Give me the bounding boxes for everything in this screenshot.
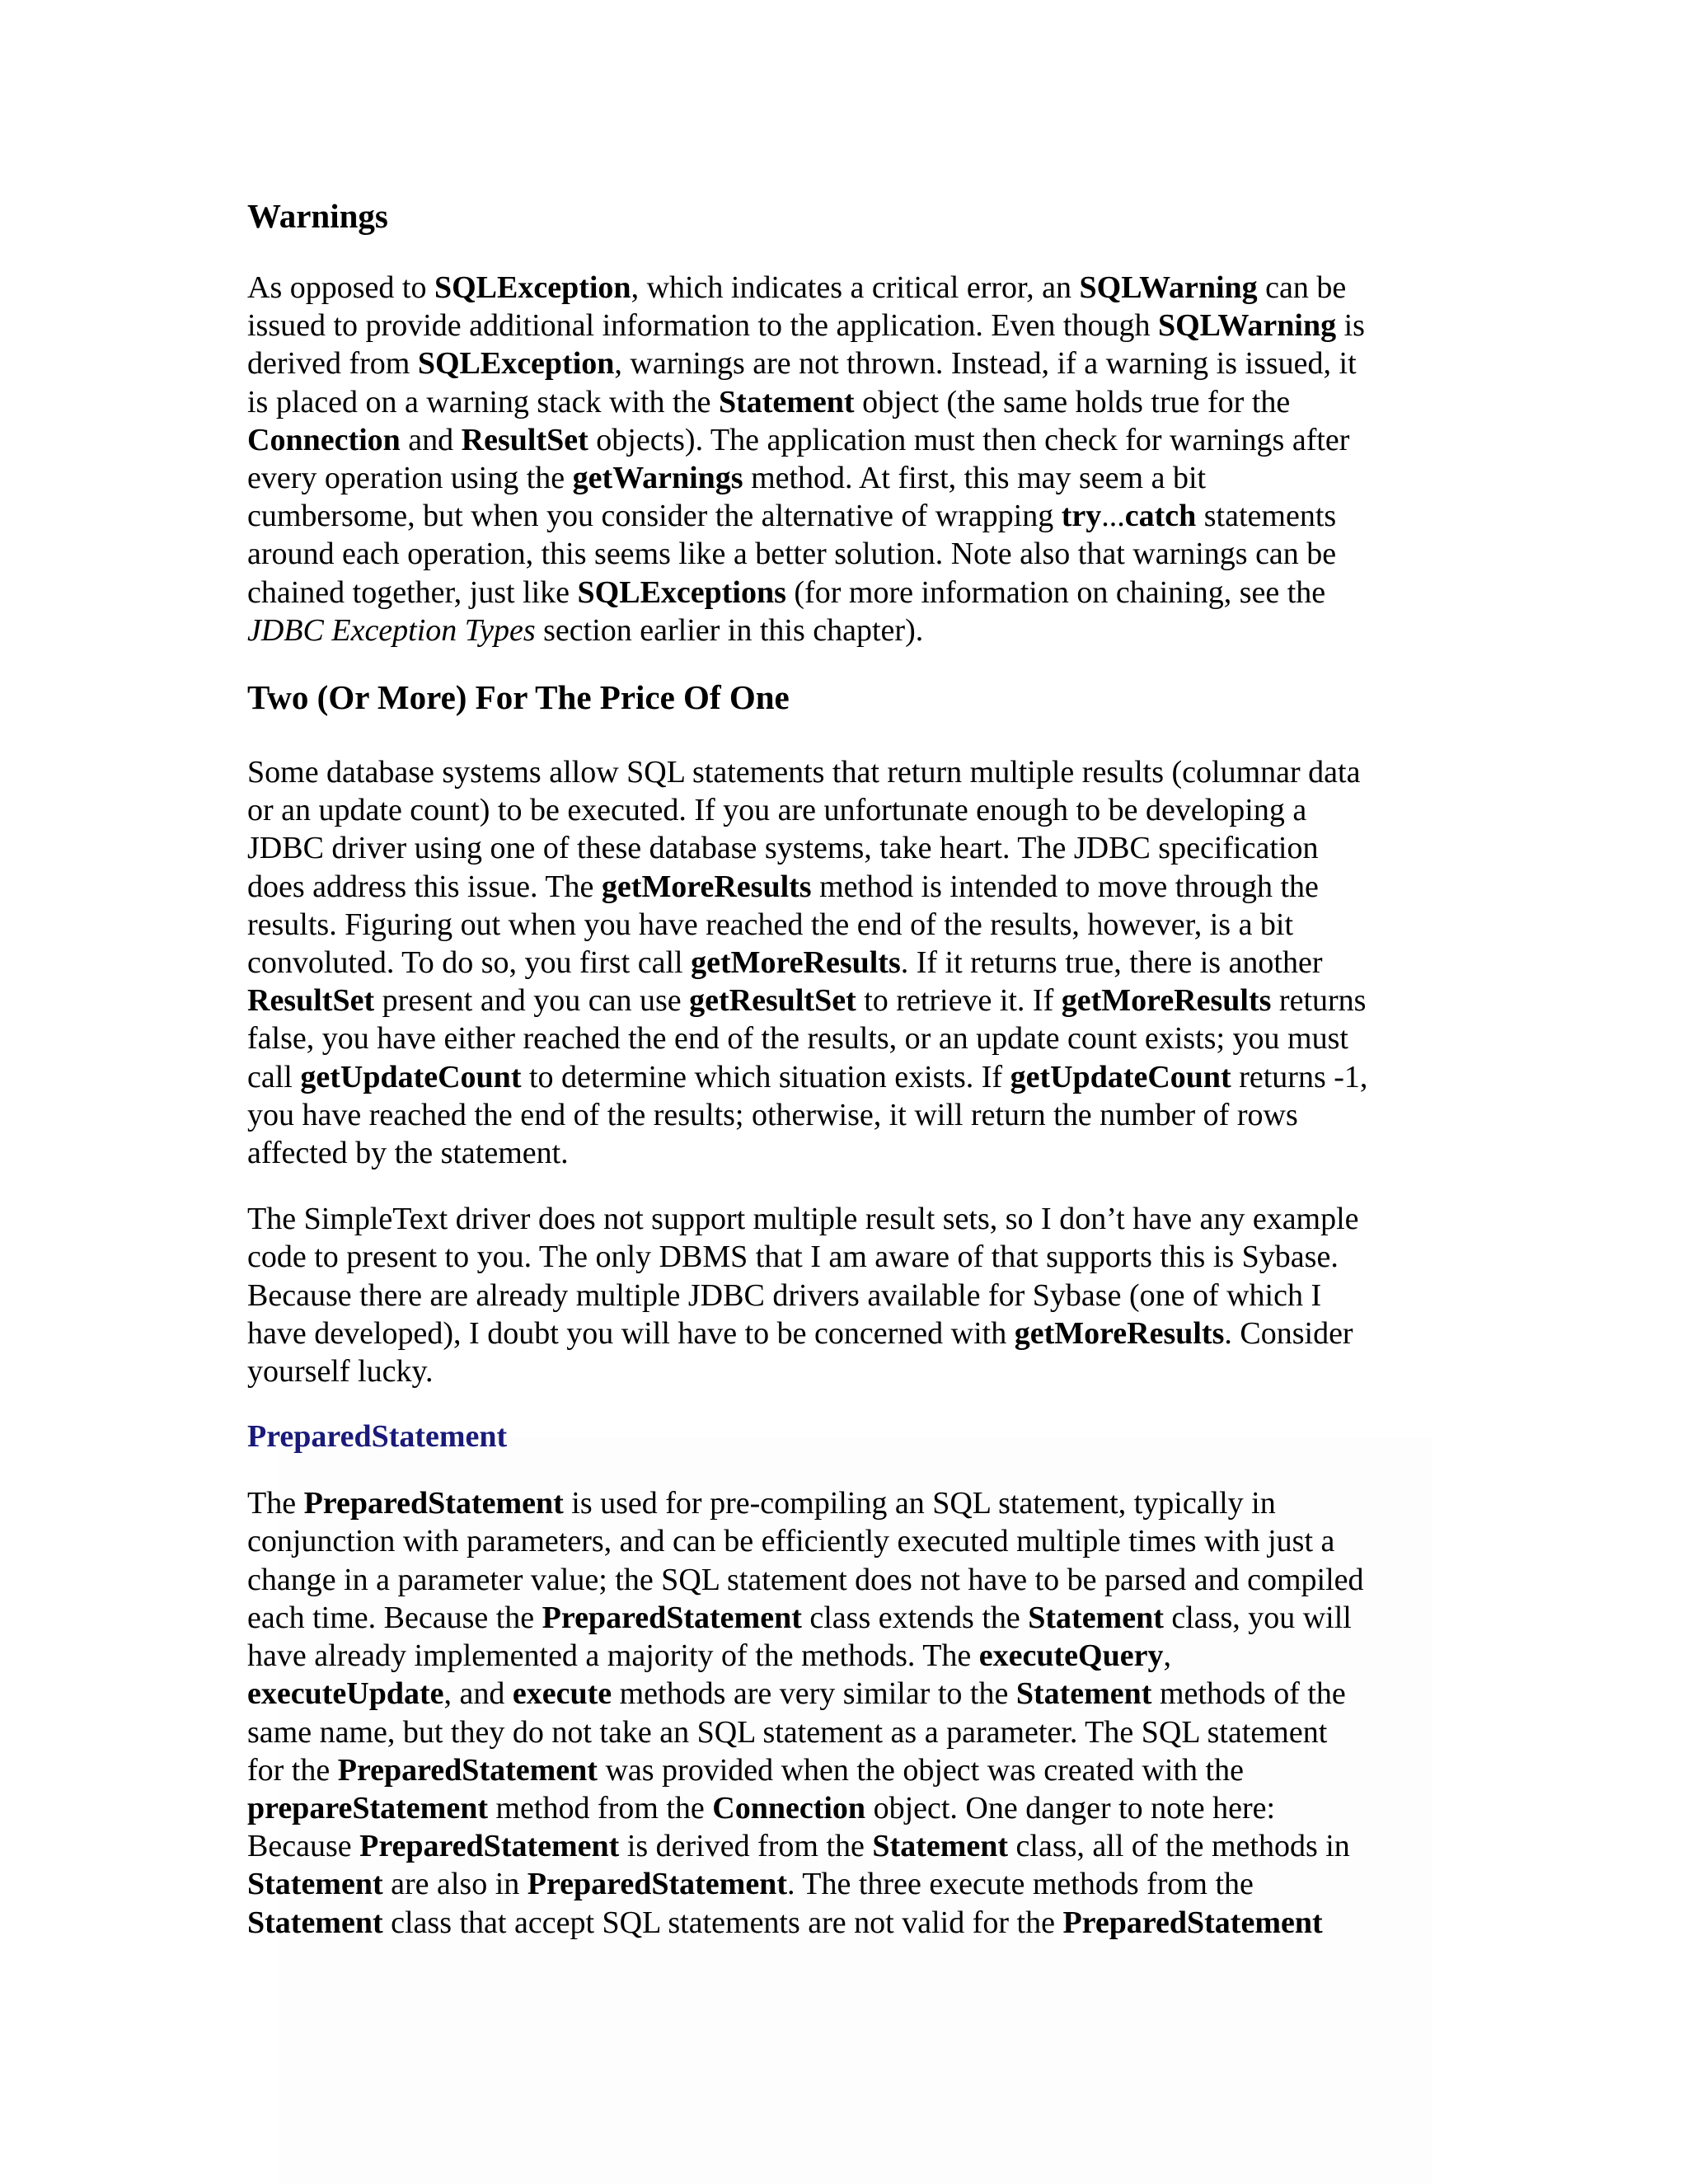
text-run: change in a parameter value; the SQL statement does not have to be parsed and compiled: [247, 1562, 1364, 1597]
code-term: SQLWarning: [1079, 270, 1258, 305]
paragraph: [247, 753, 1442, 1172]
text-run: conjunction with parameters, and can be efficiently executed multiple times with just a: [247, 1524, 1335, 1559]
page-content: [247, 196, 1442, 1942]
text-run: chained together, just like: [247, 574, 578, 610]
text-run: around each operation, this seems like a better solution. Note also that warnings can be: [247, 537, 1337, 572]
text-run: Because there are already multiple JDBC drivers available for Sybase (one of which I: [247, 1277, 1322, 1313]
code-term: getResultSet: [689, 983, 856, 1019]
text-run: ,: [1163, 1638, 1171, 1674]
text-run: code to present to you. The only DBMS that I am aware of that supports this is Sybase.: [247, 1240, 1339, 1275]
text-run: . The three execute methods from the: [786, 1867, 1254, 1902]
text-run: does address this issue. The: [247, 869, 602, 904]
text-run: The: [247, 1486, 304, 1521]
emphasis: JDBC Exception Types: [247, 612, 536, 648]
paragraph: [247, 1484, 1442, 1941]
text-line: [247, 1200, 1442, 1238]
code-term: catch: [1124, 499, 1197, 534]
text-run: was provided when the object was created with the: [597, 1752, 1244, 1788]
text-run: , which indicates a critical error, an: [631, 270, 1080, 305]
text-run: is: [1336, 308, 1365, 344]
text-run: object. One danger to note here:: [865, 1790, 1276, 1825]
text-run: to determine which situation exists. If: [521, 1059, 1010, 1094]
text-run: have already implemented a majority of the methods. The: [247, 1638, 979, 1674]
code-term: Statement: [1015, 1676, 1152, 1712]
text-line: [247, 497, 1442, 535]
text-run: class extends the: [801, 1600, 1029, 1635]
text-line: [247, 574, 1442, 612]
code-term: getWarnings: [572, 461, 743, 496]
code-term: executeQuery: [978, 1638, 1164, 1674]
text-line: [247, 982, 1442, 1019]
heading-two-or-more: Two (Or More) For The Price Of One: [247, 678, 790, 717]
code-term: getMoreResults: [1061, 983, 1272, 1019]
text-line: [247, 383, 1442, 421]
text-run: call: [247, 1059, 301, 1094]
text-line: [247, 1904, 1442, 1942]
text-line: [247, 1522, 1442, 1560]
text-run: The SimpleText driver does not support multiple result sets, so I don’t have any example: [247, 1202, 1359, 1237]
text-run: present and you can use: [374, 983, 690, 1019]
text-run: convoluted. To do so, you first call: [247, 945, 692, 981]
text-line: [247, 1315, 1442, 1352]
text-run: class, all of the methods in: [1008, 1829, 1350, 1864]
code-term: Statement: [718, 384, 855, 419]
code-term: PreparedStatement: [303, 1486, 564, 1521]
code-term: Statement: [247, 1905, 383, 1940]
text-line: [247, 612, 1442, 649]
code-term: Statement: [247, 1867, 383, 1902]
code-term: getMoreResults: [1014, 1315, 1225, 1351]
text-run: method is intended to move through the: [811, 869, 1319, 904]
text-run: for the: [247, 1752, 338, 1788]
text-run: method. At first, this may seem a bit: [743, 461, 1207, 496]
code-term: Connection: [247, 422, 401, 457]
text-line: [247, 1865, 1442, 1903]
text-line: [247, 1789, 1442, 1827]
code-term: Statement: [1028, 1600, 1164, 1635]
text-line: [247, 1058, 1442, 1096]
text-run: As opposed to: [247, 270, 434, 305]
text-run: , and: [443, 1676, 513, 1712]
section-warnings: [247, 269, 1442, 649]
text-run: and: [400, 422, 462, 457]
text-run: object (the same holds true for the: [854, 384, 1291, 419]
text-run: methods are very similar to the: [612, 1676, 1016, 1712]
section-preparedstatement: [247, 1484, 1442, 1941]
text-run: Some database systems allow SQL statements that return multiple results (columnar data: [247, 755, 1361, 790]
code-term: Connection: [712, 1790, 866, 1825]
text-run: returns: [1271, 983, 1367, 1019]
code-term: getUpdateCount: [300, 1059, 522, 1094]
text-run: cumbersome, but when you consider the alternative of wrapping: [247, 499, 1062, 534]
text-run: (for more information on chaining, see the: [785, 574, 1326, 610]
text-run: derived from: [247, 346, 418, 382]
code-term: PreparedStatement: [359, 1829, 620, 1864]
text-line: [247, 1751, 1442, 1789]
heading-warnings: Warnings: [247, 197, 388, 235]
text-line: [247, 1096, 1442, 1134]
text-run: each time. Because the: [247, 1600, 542, 1635]
text-line: [247, 1599, 1442, 1637]
code-term: SQLException: [417, 346, 615, 382]
text-run: same name, but they do not take an SQL statement as a parameter. The SQL statement: [247, 1714, 1328, 1750]
text-line: [247, 421, 1442, 459]
text-run: returns -1,: [1231, 1059, 1368, 1094]
code-term: Statement: [872, 1829, 1009, 1864]
text-line: [247, 1827, 1442, 1865]
paragraph: [247, 269, 1442, 649]
text-run: are also in: [382, 1867, 528, 1902]
text-run: method from the: [487, 1790, 713, 1825]
text-run: false, you have either reached the end of the results, or an update count exists; you must: [247, 1021, 1348, 1057]
text-run: is derived from the: [619, 1829, 873, 1864]
code-term: getMoreResults: [601, 869, 812, 904]
paragraph: [247, 1200, 1442, 1390]
text-line: [247, 868, 1442, 906]
text-run: yourself lucky.: [247, 1354, 434, 1390]
text-line: [247, 1019, 1442, 1057]
text-run: . Consider: [1224, 1315, 1353, 1351]
text-line: [247, 753, 1442, 791]
text-run: ...: [1101, 499, 1125, 534]
text-run: have developed), I doubt you will have to be concerned with: [247, 1315, 1015, 1351]
text-line: [247, 1713, 1442, 1751]
text-run: JDBC driver using one of these database systems, take heart. The JDBC specification: [247, 831, 1319, 866]
text-run: Because: [247, 1829, 360, 1864]
text-line: [247, 1352, 1442, 1390]
code-term: try: [1061, 499, 1102, 534]
code-term: prepareStatement: [247, 1790, 488, 1825]
text-line: [247, 1238, 1442, 1276]
code-term: SQLException: [434, 270, 631, 305]
code-term: getUpdateCount: [1010, 1059, 1231, 1094]
text-run: affected by the statement.: [247, 1136, 569, 1171]
text-run: class that accept SQL statements are not valid for the: [382, 1905, 1063, 1940]
text-line: [247, 1675, 1442, 1713]
text-line: [247, 791, 1442, 829]
text-line: [247, 269, 1442, 307]
text-run: issued to provide additional information to the application. Even though: [247, 308, 1158, 344]
text-line: [247, 459, 1442, 497]
text-run: statements: [1196, 499, 1337, 534]
text-line: [247, 535, 1442, 573]
code-term: execute: [512, 1676, 612, 1712]
text-line: [247, 344, 1442, 382]
code-term: getMoreResults: [691, 945, 901, 981]
text-line: [247, 1561, 1442, 1599]
code-term: SQLExceptions: [577, 574, 786, 610]
code-term: PreparedStatement: [542, 1600, 802, 1635]
code-term: ResultSet: [247, 983, 375, 1019]
text-run: results. Figuring out when you have reached the end of the results, however, is a bit: [247, 907, 1294, 942]
text-line: [247, 1134, 1442, 1172]
text-run: methods of the: [1151, 1676, 1346, 1712]
text-run: you have reached the end of the results; otherwise, it will return the number of rows: [247, 1097, 1298, 1132]
text-run: class, you will: [1163, 1600, 1352, 1635]
text-line: [247, 1637, 1442, 1675]
code-term: PreparedStatement: [527, 1867, 787, 1902]
section-two-or-more: [247, 753, 1442, 1390]
text-run: to retrieve it. If: [856, 983, 1062, 1019]
text-line: [247, 307, 1442, 344]
text-run: section earlier in this chapter).: [535, 612, 924, 648]
subheading-preparedstatement: PreparedStatement: [247, 1419, 508, 1455]
code-term: SQLWarning: [1157, 308, 1337, 344]
text-line: [247, 1277, 1442, 1315]
text-run: , warnings are not thrown. Instead, if a warning is issued, it: [614, 346, 1357, 382]
code-term: executeUpdate: [247, 1676, 444, 1712]
text-line: [247, 906, 1442, 944]
text-run: can be: [1257, 270, 1347, 305]
text-run: is placed on a warning stack with the: [247, 384, 719, 419]
text-run: or an update count) to be executed. If you are unfortunate enough to be developing a: [247, 793, 1307, 828]
text-run: . If it returns true, there is another: [900, 945, 1323, 981]
text-run: objects). The application must then check for warnings after: [588, 422, 1350, 457]
code-term: PreparedStatement: [337, 1752, 598, 1788]
text-line: [247, 944, 1442, 982]
code-term: PreparedStatement: [1062, 1905, 1323, 1940]
text-line: [247, 1484, 1442, 1522]
code-term: ResultSet: [461, 422, 588, 457]
text-run: every operation using the: [247, 461, 573, 496]
text-line: [247, 829, 1442, 867]
text-run: is used for pre-compiling an SQL statement, typically in: [563, 1486, 1276, 1521]
